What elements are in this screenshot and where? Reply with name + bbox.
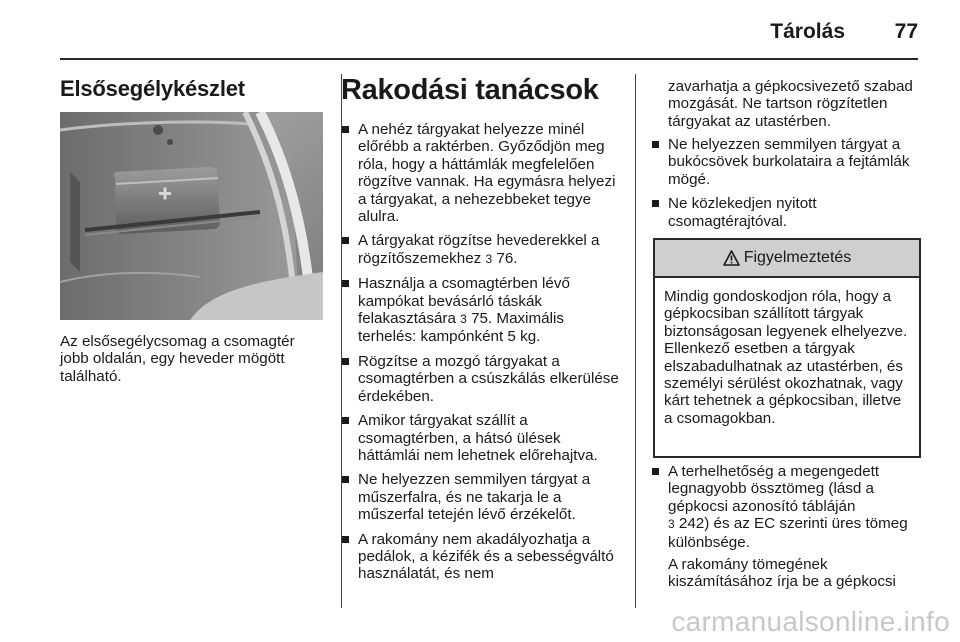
section-heading-loading-tips: Rakodási tanácsok [341, 74, 599, 106]
warning-triangle-icon [723, 250, 740, 266]
list-item [341, 121, 624, 225]
list-item [651, 195, 923, 230]
bullet-square-icon [342, 476, 349, 483]
loading-tips-list [341, 121, 624, 590]
list-item-text: A rakomány nem akadályozhatja a pedálok, a kézifék és a sebességváltó használatát, és nem [358, 530, 614, 583]
page-reference-number: 75. Maximális terhelés: kampónként 5 kg. [358, 310, 564, 346]
bullet-square-icon [342, 417, 349, 424]
warning-body: Mindig gondoskodjon róla, hogy a gépkocsiban szállított tárgyak biztonságosan legyenek elhelyezve. Ellenkező esetben a tárgyak elszabadulhatnak az utastérben, és személyi sérülést okozhatnak, vagy kárt tehetnek a gépkocsiban, illetve a csomagokban. [664, 288, 908, 427]
first-aid-kit-photo [60, 112, 323, 320]
page-reference-number: 76. [492, 249, 518, 267]
list-item [651, 136, 923, 188]
bullet-square-icon [342, 280, 349, 287]
page-reference-icon: 3 [485, 251, 493, 266]
list-item-text: Ne helyezzen semmilyen tárgyat a bukócsövek burkolataira a fejtámlák mögé. [668, 136, 910, 188]
bullet-square-icon [342, 536, 349, 543]
list-item [341, 471, 624, 523]
list-item-text-main: A tárgyakat rögzítse hevederekkel a rögzítőszemekhez [358, 232, 600, 267]
column-divider-right [635, 74, 636, 608]
list-item-text-second-paragraph: A rakomány tömegének kiszámításához írja be a gépkocsi [668, 556, 896, 591]
continued-paragraph: zavarhatja a gépkocsivezető szabad mozgását. Ne tartson rögzítetlen tárgyakat az utastérben. [668, 78, 913, 130]
payload-list [651, 463, 923, 598]
running-header-title: Tárolás [770, 20, 845, 43]
list-item-text [358, 275, 624, 346]
list-item [341, 412, 624, 464]
list-item [341, 275, 624, 346]
list-item [341, 531, 624, 583]
list-item [651, 463, 923, 591]
list-item-text: Rögzítse a mozgó tárgyakat a csomagtérben a csúszkálás elkerülése érdekében. [358, 352, 619, 405]
bullet-square-icon [652, 468, 659, 475]
list-item-text [668, 463, 923, 551]
bullet-square-icon [652, 141, 659, 148]
list-item-text: A nehéz tárgyakat helyezze minél előrébb a raktérben. Győződjön meg róla, hogy a háttámlák megfelelően rögzítve vannak. Ha egymásra helyezi a tárgyakat, a nehezebbeket tegye alulra. [358, 121, 616, 226]
warning-box [653, 238, 921, 458]
header-rule [60, 58, 918, 60]
list-item [341, 353, 624, 405]
list-item [341, 232, 624, 268]
list-item-text: Amikor tárgyakat szállít a csomagtérben, a hátsó ülések háttámlái nem lehetnek előrehajtva. [358, 412, 598, 464]
page-reference-icon: 3 [460, 312, 467, 327]
bullet-square-icon [342, 126, 349, 133]
list-item-text-main: Használja a csomagtérben lévő kampókat bevásárló táskák felakasztására [358, 275, 570, 328]
loading-tips-list-continued [651, 136, 923, 237]
page-number: 77 [894, 20, 918, 43]
first-aid-caption: Az elsősegélycsomag a csomagtér jobb oldalán, egy heveder mögött található. [60, 333, 295, 385]
warning-title: Figyelmeztetés [743, 249, 852, 266]
list-item-text: Ne közlekedjen nyitott csomagtérajtóval. [668, 195, 817, 230]
bullet-square-icon [342, 237, 349, 244]
bullet-square-icon [342, 358, 349, 365]
warning-header [655, 240, 919, 278]
list-item-text-tail: 242) és az EC szerinti üres tömeg különbsége. [668, 515, 908, 551]
section-heading-first-aid: Elsősegélykészlet [60, 76, 245, 101]
bullet-square-icon [652, 200, 659, 207]
list-item-text: Ne helyezzen semmilyen tárgyat a műszerfalra, és ne takarja le a műszerfal tetején lévő érzékelőt. [358, 471, 591, 524]
watermark: carmanualsonline.info [671, 606, 950, 637]
page-reference-icon: 3 [668, 517, 675, 532]
list-item-text [358, 232, 624, 268]
list-item-text-main: A terhelhetőség a megengedett legnagyobb össztömeg (lásd a gépkocsi azonosító tábláján [668, 463, 880, 515]
